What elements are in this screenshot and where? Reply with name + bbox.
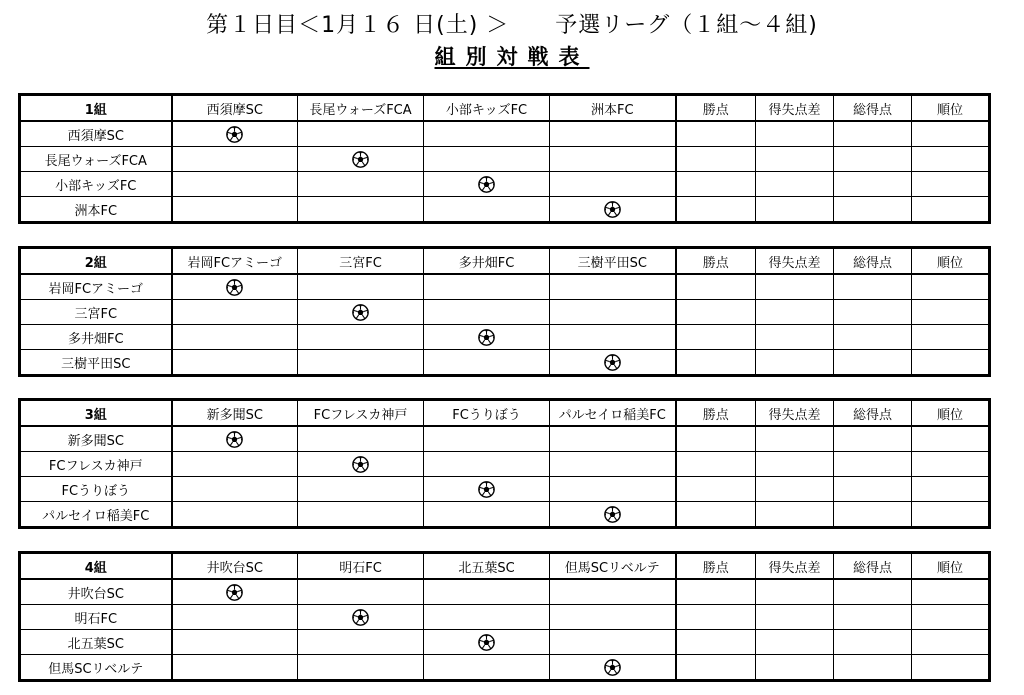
stat-cell (834, 655, 912, 681)
match-result-cell (424, 452, 550, 477)
match-result-cell (550, 579, 676, 605)
diagonal-cell (298, 605, 424, 630)
column-team-name: 洲本FC (550, 95, 676, 122)
stat-cell (756, 655, 834, 681)
group-table-4 (18, 551, 991, 682)
stat-cell (834, 121, 912, 147)
diagonal-cell (424, 172, 550, 197)
stat-column-header: 総得点 (834, 248, 912, 275)
stat-cell (676, 325, 756, 350)
column-team-name: FCフレスカ神戸 (298, 400, 424, 427)
stat-column-header: 勝点 (676, 400, 756, 427)
diagonal-cell (424, 325, 550, 350)
stat-cell (756, 630, 834, 655)
stat-cell (834, 147, 912, 172)
stat-column-header: 順位 (912, 95, 990, 122)
match-result-cell (550, 300, 676, 325)
stat-column-header: 得失点差 (756, 95, 834, 122)
match-result-cell (298, 197, 424, 223)
match-result-cell (298, 502, 424, 528)
column-team-name: 三樹平田SC (550, 248, 676, 275)
group-header-row (20, 95, 990, 122)
group-name: 2組 (20, 248, 172, 275)
table-row (20, 426, 990, 452)
match-result-cell (298, 274, 424, 300)
match-result-cell (298, 630, 424, 655)
stat-cell (912, 325, 990, 350)
row-team-name: 西須摩SC (20, 121, 172, 147)
table-row (20, 172, 990, 197)
stat-column-header: 勝点 (676, 248, 756, 275)
diagonal-cell (424, 477, 550, 502)
match-result-cell (550, 426, 676, 452)
row-team-name: FCフレスカ神戸 (20, 452, 172, 477)
group-header-row (20, 248, 990, 275)
column-team-name: 長尾ウォーズFCA (298, 95, 424, 122)
group-name: 1組 (20, 95, 172, 122)
stat-cell (834, 477, 912, 502)
stat-column-header: 順位 (912, 400, 990, 427)
stat-column-header: 得失点差 (756, 400, 834, 427)
table-row (20, 147, 990, 172)
match-result-cell (424, 426, 550, 452)
match-result-cell (424, 274, 550, 300)
stat-cell (834, 502, 912, 528)
row-team-name: 明石FC (20, 605, 172, 630)
stat-cell (912, 452, 990, 477)
match-result-cell (550, 452, 676, 477)
stat-cell (834, 452, 912, 477)
match-result-cell (298, 325, 424, 350)
group-name: 3組 (20, 400, 172, 427)
stat-cell (676, 579, 756, 605)
stat-cell (912, 605, 990, 630)
match-result-cell (298, 426, 424, 452)
row-team-name: 小部キッズFC (20, 172, 172, 197)
soccer-ball-icon (226, 584, 243, 601)
match-result-cell (298, 121, 424, 147)
soccer-ball-icon (478, 634, 495, 651)
column-team-name: 岩岡FCアミーゴ (172, 248, 298, 275)
stat-cell (912, 477, 990, 502)
match-result-cell (172, 197, 298, 223)
match-result-cell (172, 630, 298, 655)
column-team-name: FCうりぼう (424, 400, 550, 427)
stat-cell (676, 147, 756, 172)
diagonal-cell (550, 197, 676, 223)
stat-cell (756, 452, 834, 477)
table-row (20, 579, 990, 605)
column-team-name: 井吹台SC (172, 553, 298, 580)
match-result-cell (550, 325, 676, 350)
stat-cell (834, 325, 912, 350)
stat-cell (912, 121, 990, 147)
row-team-name: 北五葉SC (20, 630, 172, 655)
soccer-ball-icon (352, 304, 369, 321)
diagonal-cell (550, 502, 676, 528)
stat-cell (912, 147, 990, 172)
row-team-name: 新多聞SC (20, 426, 172, 452)
match-result-cell (172, 605, 298, 630)
stat-cell (912, 350, 990, 376)
soccer-ball-icon (226, 279, 243, 296)
page-subtitle (0, 44, 1024, 70)
stat-cell (756, 426, 834, 452)
diagonal-cell (550, 350, 676, 376)
column-team-name: 新多聞SC (172, 400, 298, 427)
stat-cell (756, 350, 834, 376)
soccer-ball-icon (478, 329, 495, 346)
soccer-ball-icon (226, 431, 243, 448)
table-row (20, 197, 990, 223)
column-team-name: 多井畑FC (424, 248, 550, 275)
match-result-cell (424, 605, 550, 630)
stat-cell (756, 147, 834, 172)
match-result-cell (172, 300, 298, 325)
stat-column-header: 得失点差 (756, 248, 834, 275)
stat-column-header: 順位 (912, 248, 990, 275)
stat-cell (912, 502, 990, 528)
table-row (20, 502, 990, 528)
stat-cell (912, 630, 990, 655)
stat-cell (756, 605, 834, 630)
stat-cell (834, 300, 912, 325)
match-result-cell (424, 121, 550, 147)
stat-cell (756, 579, 834, 605)
stat-cell (834, 579, 912, 605)
match-result-cell (550, 147, 676, 172)
match-result-cell (298, 579, 424, 605)
match-result-cell (424, 197, 550, 223)
soccer-ball-icon (604, 506, 621, 523)
match-result-cell (298, 477, 424, 502)
diagonal-cell (172, 579, 298, 605)
match-result-cell (424, 579, 550, 605)
match-result-cell (550, 630, 676, 655)
stat-cell (676, 197, 756, 223)
stat-cell (676, 477, 756, 502)
stat-cell (676, 605, 756, 630)
stat-cell (676, 300, 756, 325)
table-row (20, 325, 990, 350)
stat-cell (834, 605, 912, 630)
match-result-cell (550, 605, 676, 630)
stat-column-header: 総得点 (834, 95, 912, 122)
stat-cell (756, 121, 834, 147)
stat-cell (834, 274, 912, 300)
stat-cell (834, 172, 912, 197)
column-team-name: 但馬SCリベルテ (550, 553, 676, 580)
group-table-1 (18, 93, 991, 224)
match-result-cell (172, 655, 298, 681)
row-team-name: 岩岡FCアミーゴ (20, 274, 172, 300)
column-team-name: パルセイロ稲美FC (550, 400, 676, 427)
row-team-name: 洲本FC (20, 197, 172, 223)
match-result-cell (424, 502, 550, 528)
column-team-name: 西須摩SC (172, 95, 298, 122)
stat-cell (676, 426, 756, 452)
row-team-name: 多井畑FC (20, 325, 172, 350)
soccer-ball-icon (352, 456, 369, 473)
stat-cell (912, 274, 990, 300)
soccer-ball-icon (478, 176, 495, 193)
match-result-cell (172, 452, 298, 477)
stat-column-header: 勝点 (676, 553, 756, 580)
column-team-name: 明石FC (298, 553, 424, 580)
stat-cell (756, 197, 834, 223)
stat-cell (756, 172, 834, 197)
table-row (20, 121, 990, 147)
match-result-cell (298, 350, 424, 376)
stat-column-header: 順位 (912, 553, 990, 580)
table-row (20, 655, 990, 681)
column-team-name: 三宮FC (298, 248, 424, 275)
match-result-cell (424, 147, 550, 172)
subtitle-text: 組別対戦表 (434, 45, 590, 69)
stat-column-header: 総得点 (834, 400, 912, 427)
diagonal-cell (550, 655, 676, 681)
soccer-ball-icon (478, 481, 495, 498)
diagonal-cell (298, 452, 424, 477)
stat-column-header: 勝点 (676, 95, 756, 122)
stat-cell (912, 300, 990, 325)
stat-column-header: 総得点 (834, 553, 912, 580)
match-result-cell (298, 172, 424, 197)
diagonal-cell (172, 426, 298, 452)
stat-cell (834, 197, 912, 223)
group-table-3 (18, 398, 991, 529)
table-row (20, 350, 990, 376)
match-result-cell (550, 477, 676, 502)
column-team-name: 北五葉SC (424, 553, 550, 580)
match-result-cell (550, 121, 676, 147)
stat-cell (834, 426, 912, 452)
stat-cell (756, 502, 834, 528)
stat-cell (676, 172, 756, 197)
match-result-cell (172, 477, 298, 502)
soccer-ball-icon (352, 609, 369, 626)
match-result-cell (424, 300, 550, 325)
row-team-name: 三宮FC (20, 300, 172, 325)
soccer-ball-icon (604, 659, 621, 676)
group-name: 4組 (20, 553, 172, 580)
stat-cell (676, 655, 756, 681)
diagonal-cell (424, 630, 550, 655)
match-result-cell (550, 274, 676, 300)
match-result-cell (172, 350, 298, 376)
group-header-row (20, 400, 990, 427)
stat-cell (676, 121, 756, 147)
match-result-cell (424, 655, 550, 681)
match-result-cell (550, 172, 676, 197)
stat-cell (834, 350, 912, 376)
match-result-cell (172, 502, 298, 528)
stat-cell (676, 274, 756, 300)
diagonal-cell (172, 274, 298, 300)
stat-cell (676, 350, 756, 376)
soccer-ball-icon (604, 201, 621, 218)
stat-column-header: 得失点差 (756, 553, 834, 580)
stat-cell (912, 655, 990, 681)
table-row (20, 477, 990, 502)
match-result-cell (172, 172, 298, 197)
diagonal-cell (172, 121, 298, 147)
row-team-name: パルセイロ稲美FC (20, 502, 172, 528)
match-result-cell (298, 655, 424, 681)
stat-cell (676, 502, 756, 528)
soccer-ball-icon (604, 354, 621, 371)
row-team-name: FCうりぼう (20, 477, 172, 502)
diagonal-cell (298, 147, 424, 172)
row-team-name: 三樹平田SC (20, 350, 172, 376)
table-row (20, 274, 990, 300)
stat-cell (912, 426, 990, 452)
page-title: 第１日目＜1月１６ 日(土) ＞ 予選リーグ（１組～４組) (206, 13, 818, 38)
table-row (20, 630, 990, 655)
stat-cell (912, 197, 990, 223)
stat-cell (676, 630, 756, 655)
match-result-cell (424, 350, 550, 376)
group-table-2 (18, 246, 991, 377)
stat-cell (756, 325, 834, 350)
stat-cell (756, 477, 834, 502)
row-team-name: 井吹台SC (20, 579, 172, 605)
soccer-ball-icon (226, 126, 243, 143)
table-row (20, 452, 990, 477)
stat-cell (756, 274, 834, 300)
match-result-cell (172, 147, 298, 172)
soccer-ball-icon (352, 151, 369, 168)
table-row (20, 300, 990, 325)
stat-cell (676, 452, 756, 477)
match-result-cell (172, 325, 298, 350)
group-header-row (20, 553, 990, 580)
row-team-name: 長尾ウォーズFCA (20, 147, 172, 172)
stat-cell (834, 630, 912, 655)
table-row (20, 605, 990, 630)
stat-cell (756, 300, 834, 325)
column-team-name: 小部キッズFC (424, 95, 550, 122)
stat-cell (912, 172, 990, 197)
diagonal-cell (298, 300, 424, 325)
stat-cell (912, 579, 990, 605)
row-team-name: 但馬SCリベルテ (20, 655, 172, 681)
